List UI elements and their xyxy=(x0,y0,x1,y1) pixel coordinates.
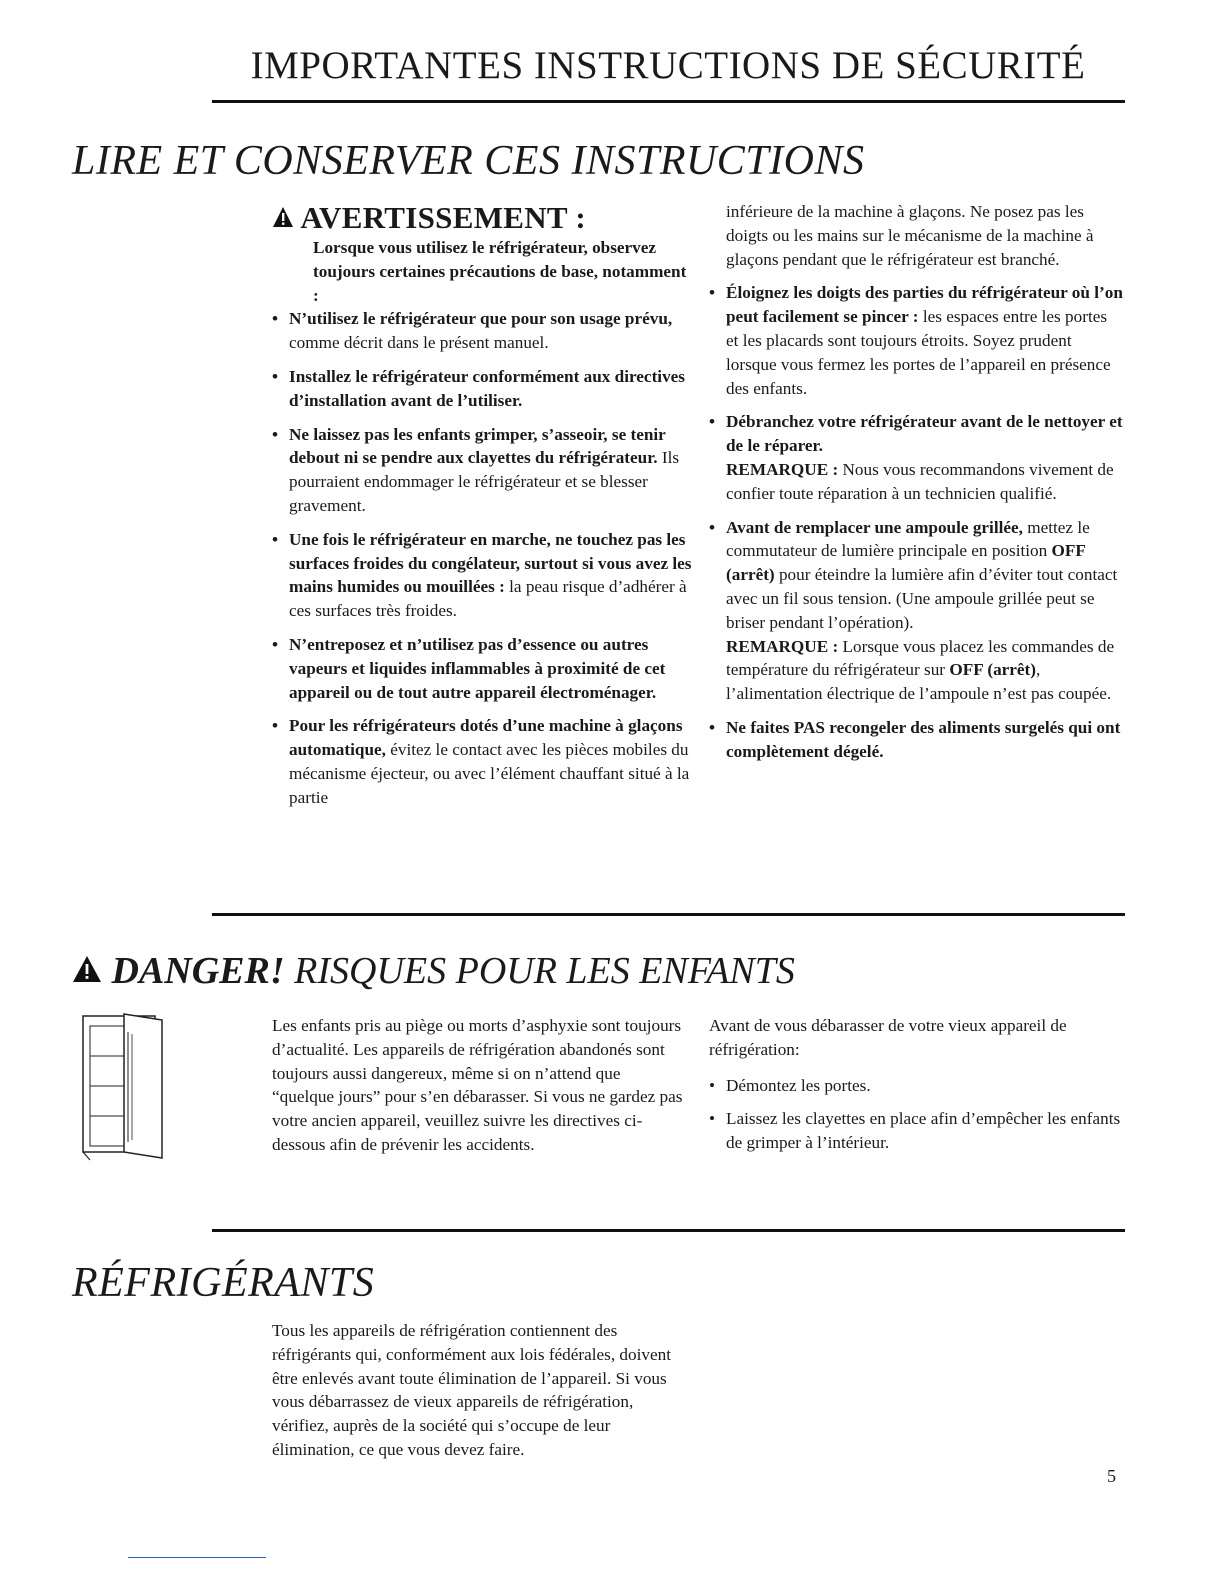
list-item: • Pour les réfrigérateurs dotés d’une machine à glaçons automatique, évitez le contact avec les pièces mobiles du mécanisme éjecteur, ou avec l’élément chauffant situé à la partie xyxy=(272,714,692,809)
list-item: • Ne laissez pas les enfants grimper, s’asseoir, se tenir debout ni se pendre aux clayettes du réfrigérateur. Ils pourraient endommager le réfrigérateur et se blesser gravement. xyxy=(272,423,692,518)
refrigerants-paragraph: Tous les appareils de réfrigération contiennent des réfrigérants qui, conformément aux lois fédérales, doivent être enlevés avant toute élimination de l’appareil. Si vous vous débarrassez de vieux appareils de réfrigération, vérifiez, auprès de la société qui s’occupe de leur élimination, ce que vous devez faire. xyxy=(272,1321,671,1459)
section-title-danger: DANGER! RISQUES POUR LES ENFANTS xyxy=(72,948,795,994)
list-item: • Laissez les clayettes en place afin d’empêcher les enfants de grimper à l’intérieur. xyxy=(709,1107,1123,1155)
refrigerator-illustration xyxy=(82,1012,164,1167)
warning-heading xyxy=(272,200,692,236)
list-item: • Démontez les portes. xyxy=(709,1074,1123,1098)
header-rule xyxy=(212,100,1125,103)
section-title-lire: LIRE ET CONSERVER CES INSTRUCTIONS xyxy=(72,138,865,184)
list-item: • N’entreposez et n’utilisez pas d’essence ou autres vapeurs et liquides inflammables à proximité de cet appareil ou de tout autre appareil électroménager. xyxy=(272,633,692,704)
warning-title: AVERTISSEMENT : xyxy=(300,200,587,235)
list-item: • Ne faites PAS recongeler des aliments surgelés qui ont complètement dégelé. xyxy=(709,716,1123,764)
list-item: • Avant de remplacer une ampoule grillée, mettez le commutateur de lumière principale en position OFF (arrêt) pour éteindre la lumière afin d’éviter tout contact avec un fil sous tension. (Une ampoule grillée peut se briser pendant l’opération). REMARQUE : Lorsque vous placez les commandes de température du réfrigérateur sur OFF (arrêt), l’alimentation électrique de l’ampoule n’est pas coupée. xyxy=(709,516,1123,706)
danger-left-text xyxy=(272,1014,686,1157)
section-title-refrigerants: RÉFRIGÉRANTS xyxy=(72,1260,375,1306)
danger-intro: Avant de vous débarasser de votre vieux appareil de réfrigération: xyxy=(709,1016,1067,1059)
list-item: • Débranchez votre réfrigérateur avant de le nettoyer et de le réparer. REMARQUE : Nous vous recommandons vivement de confier toute réparation à un technicien qualifié. xyxy=(709,410,1123,505)
warning-right-column xyxy=(709,200,1123,774)
list-item: • Éloignez les doigts des parties du réfrigérateur où l’on peut facilement se pincer : les espaces entre les portes et les placards sont toujours étroits. Soyez prudent lorsque vous fermez les portes de l’appareil en présence des enfants. xyxy=(709,281,1123,400)
warning-left-column xyxy=(272,200,692,820)
list-item: • Une fois le réfrigérateur en marche, ne touchez pas les surfaces froides du congélateur, surtout si vous avez les mains humides ou mouillées : la peau risque d’adhérer à ces surfaces très froides. xyxy=(272,528,692,623)
bottom-link-line xyxy=(128,1557,266,1558)
page-header: IMPORTANTES INSTRUCTIONS DE SÉCURITÉ xyxy=(250,44,1086,87)
list-item: • N’utilisez le réfrigérateur que pour son usage prévu, comme décrit dans le présent manuel. xyxy=(272,307,692,355)
danger-paragraph: Les enfants pris au piège ou morts d’asphyxie sont toujours d’actualité. Les appareils de réfrigération abandonés sont toujours aussi dangereux, même si on n’attend que “quelque jours” pour s’en débarasser. Si vous ne gardez pas votre ancien appareil, veuillez suivre les directives ci-dessous afin de prévenir les accidents. xyxy=(272,1016,683,1154)
section-rule xyxy=(212,913,1125,916)
continuation-text: inférieure de la machine à glaçons. Ne posez pas les doigts ou les mains sur le mécanisme de la machine à glaçons pendant que le réfrigérateur est branché. xyxy=(726,202,1094,269)
refrigerants-text xyxy=(272,1319,686,1462)
warning-triangle-icon xyxy=(72,948,102,994)
list-item: • Installez le réfrigérateur conformément aux directives d’installation avant de l’utiliser. xyxy=(272,365,692,413)
section-rule xyxy=(212,1229,1125,1232)
warning-intro: Lorsque vous utilisez le réfrigérateur, observez toujours certaines précautions de base, notamment : xyxy=(313,238,687,305)
page-number: 5 xyxy=(1107,1466,1116,1486)
warning-triangle-icon xyxy=(272,200,294,236)
danger-right-column xyxy=(709,1014,1123,1165)
